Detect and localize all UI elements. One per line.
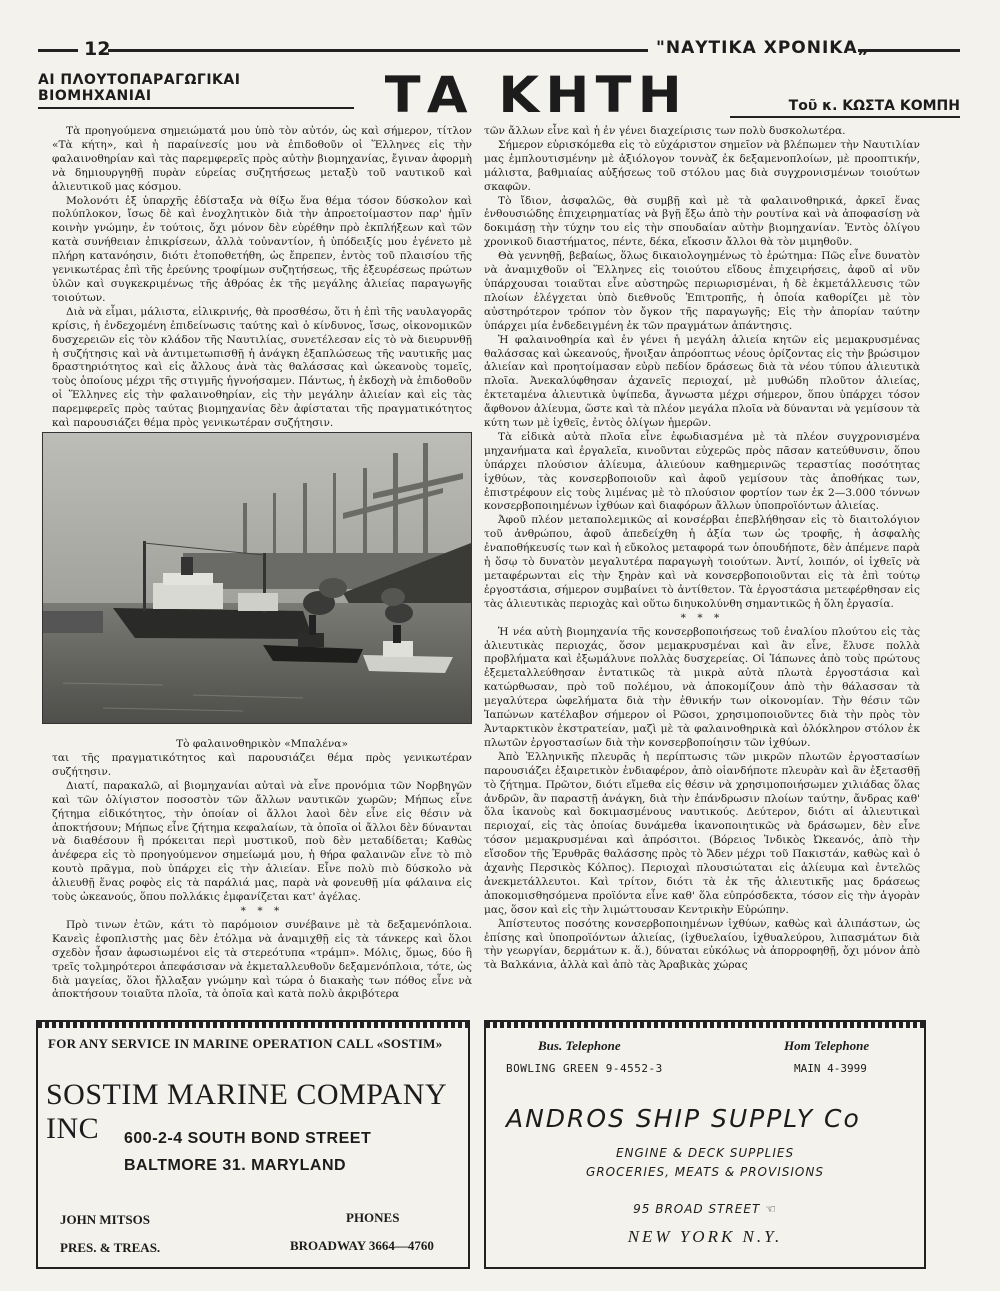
ad-company-name: SOSTIM MARINE COMPANY INC — [46, 1078, 447, 1145]
ad-product-line: GROCERIES, MEATS & PROVISIONS — [586, 1165, 824, 1179]
ad-contact-name: JOHN MITSOS — [60, 1212, 150, 1227]
bus-telephone-label: Bus. Telephone — [538, 1038, 621, 1053]
publication-title: "ΝΑΥΤΙΚΑ ΧΡΟΝΙΚΑ„ — [656, 38, 870, 58]
paragraph: Ἀπίστευτος ποσότης κονσερβοποιημένων ἰχθύων, καθὼς καὶ ἀλιπάστων, ὡς ἐπίσης καὶ ὑποπροϊόντων ἁλιείας, (ἰχθυελαίου, ἰχθυαλεύρου, λιπασμάτων διὰ τὴν γεωργίαν, δερμάτων κ. ἅ.), δύναται εὐκόλως νὰ ἀπορροφηθῇ, ὄχι μόνον ἀπὸ τὰ Βαλκάνια, ἀλλὰ καὶ ἀπὸ τὰς Ἀραβικὰς χώρας — [484, 917, 920, 972]
ad-phones-number: BROADWAY 3664—4760 — [290, 1238, 434, 1253]
home-telephone-number: MAIN 4-3999 — [794, 1062, 867, 1075]
paragraph: Τὰ εἰδικὰ αὐτὰ πλοῖα εἶνε ἐφωδιασμένα μὲ τὰ πλέον συγχρονισμένα μηχανήματα καὶ ἐργαλεῖα, κινοῦνται εὐχερῶς πρὸς πᾶσαν κατεύθυνσιν, ὅπου ὑπάρχει πλούσιον ἁλίευμα, ἁλιεύουν καθημερινῶς τεραστίας ποσότητας ἰχθύων, τὰς κονσερβοποιοῦν καὶ ἀφοῦ γεμίσουν τὰς ἀποθήκας των, ἐπιστρέφουν εἰς τοὺς λιμένας μὲ τὸ πλούσιον φορτίον των ἐκ 2—3.000 τόννων κονσερβοποιημένων ἰχθύων καὶ διαφόρων ἄλλων ὑποπροϊόντων ἁλιείας. — [484, 430, 920, 513]
sostim-advertisement — [36, 1020, 470, 1269]
ad-product-line: ENGINE & DECK SUPPLIES — [615, 1146, 795, 1160]
paragraph: Διατί, παρακαλῶ, αἱ βιομηχανίαι αὐταὶ νὰ εἶνε προνόμια τῶν Νορβηγῶν καὶ τῶν ὀλίγιστον ποσοστὸν τῶν ἄλλων ναυτικῶν χωρῶν; Μήπως εἶνε ζήτημα εἰδικότητος, τὴν ὁποίαν οἱ ἄλλοι λαοὶ δὲν εἶνε εἰς θέσιν νὰ ἀποκτήσουν; Μήπως εἶνε ζήτημα κεφαλαίων, τὰ ὁποῖα οἱ ἄλλοι δὲν δύνανται νὰ διαθέσουν ἢ πρόκειται περὶ μυστικοῦ, ποὺ δὲν μεταδίδεται; Καθὼς ἀνέφερα εἰς τὸ προηγούμενον σημείωμά μου, ἡ θήρα φαλαινῶν εἶνε τὸ πιὸ κουτὸ πρᾶγμα, ποὺ ὑπάρχει εἰς τὴν ἁλιείαν. Εἶνε πολὺ πιὸ δύσκολο νὰ ἁλιευθῇ ἕνας ροφὸς εἰς τὰ παράλιά μας, παρὰ νὰ φονευθῇ μία φάλαινα εἰς τοὺς ὠκεανούς, ὅπου πολλάκις ἐμφανίζεται κατ' ἀγέλας. — [52, 779, 472, 904]
paragraph: Μολονότι ἐξ ὑπαρχῆς ἐδίσταξα νὰ θίξω ἕνα θέμα τόσον δύσκολον καὶ πολύπλοκον, ἴσως δὲ καὶ ἐνοχλητικὸν διὰ τὴν ἀπροετοίμαστον παρ' ἡμῖν κοινὴν γνώμην, ἐν τούτοις, ὄχι μόνον δὲν εὑρέθην πρὸ ἐκπλήξεων καὶ τῶν κατὰ συνήθειαν ἐπικρίσεων, ἀλλὰ τοὐναντίον, ἡ ὑπόδειξίς μου ἐγένετο μὲ πλήρη κατανόησιν, διότι ἐτοποθετήθη, ὡς ἔπρεπεν, ἐντὸς τοῦ πλαισίου τῆς γενικωτέρας ἐπὶ τῆς ἐρεύνης τροφίμων συζητήσεως, τῆς ἐξευρέσεως πρώτων ὑλῶν καὶ συγκεκριμένως τῆς ἀθρόας ἐκ τῆς μεγάλης ἁλιείας παραγωγῆς τοιούτων. — [52, 194, 472, 304]
paragraph: Πρὸ τινων ἐτῶν, κάτι τὸ παρόμοιον συνέβαινε μὲ τὰ δεξαμενόπλοια. Κανεὶς ἐφοπλιστὴς μας δὲν ἐτόλμα νὰ ἀναμιχθῇ εἰς τὰ τάνκερς καὶ ὅλοι σχεδὸν ἦσαν ἀφωσιωμένοι εἰς τὰ στερεότυπα «τράμπ». Μόλις, ὅμως, δύο ἢ τρεῖς τολμηρότεροι ἀπεφάσισαν νὰ ἐκμεταλλευθοῦν δεξαμενόπλοια, τότε, ὡς διὰ μαγείας, ὅλοι ἤλλαξαν γνώμην καὶ τώρα ὁ διακαὴς των πόθος εἶνε νὰ ἀποκτήσουν τοιαῦτα πλοῖα, τὰ ὁποῖα καὶ κατὰ πολὺ ἀκριβότερα — [52, 918, 472, 1001]
paragraph: Θὰ γεννηθῇ, βεβαίως, ὅλως δικαιολογημένως τὸ ἐρώτημα: Πῶς εἶνε δυνατὸν νὰ ἀναμιχθοῦν οἱ Ἕλληνες εἰς τοιούτου εἴδους ἐπιχειρήσεις, ἀφοῦ αἱ νῦν ὑπάρχουσαι τοιαῦται εἶνε αὐστηρῶς περιωρισμέναι, ἡ δὲ ἐκμετάλλευσις τῶν πλοίων ἐλέγχεται ὑπὸ διεθνοῦς Ἐπιτροπῆς, ἡ ὁποία καθορίζει μὲ τὸν αὐστηρότερον τρόπον τὸν ὄγκον τῆς παραγωγῆς; Εἰς τὴν ἀπορίαν ταύτην ὑπάρχει μία ἐνδεδειγμένη ἐκ τῶν πραγμάτων ἀπάντησις. — [484, 250, 920, 332]
paragraph: Σήμερον εὑρισκόμεθα εἰς τὸ εὐχάριστον σημεῖον νὰ βλέπωμεν τὴν Ναυτιλίαν μας ἐμπλουτισμένην μὲ ἀξιόλογον τοννὰζ ἐκ δεξαμενοπλοίων, μὲ προοπτικήν, μάλιστα, βαθμιαίας αὐξήσεως τοῦ στόλου μας διὰ συγχρονισμένων τοιούτων σκαφῶν. — [484, 138, 920, 193]
page-number: 12 — [84, 38, 111, 60]
ad-company-name: ANDROS SHIP SUPPLY Co — [506, 1104, 861, 1133]
ad-border-dashes — [486, 1022, 924, 1028]
ad-street-address — [486, 1202, 924, 1216]
ad-street-text: 95 BROAD STREET — [633, 1202, 761, 1216]
section-separator: * * * — [680, 611, 724, 624]
column-right — [484, 125, 920, 1015]
article-title: ΤΑ ΚΗΤΗ — [384, 66, 688, 124]
paragraph: Ἡ φαλαινοθηρία καὶ ἐν γένει ἡ μεγάλη ἁλιεία κητῶν εἰς μεμακρυσμένας θαλάσσας καὶ ὠκεανούς, ἤνοιξαν ἀπρόοπτως νέους ὁρίζοντας εἰς τὴν βρώσιμον ἁλιείαν καὶ προητοίμασαν εὐρὺ πεδίον δράσεως διὰ τὰ νέου τύπου ἁλιευτικὰ πλοῖα. Ἀνεκαλύφθησαν ἀχανεῖς περιοχαί, μὲ μυθώδη πλοῦτον ἁλιείας, ἐκτεταμένα ἁλιευτικὰ ὑψίπεδα, ἄγνωστα μέχρι σήμερον, ὅπου ὑπάρχει τόσον ἄφθονον ἁλίευμα, ὥστε καὶ τὰ πλέον μεγάλα πλοῖα νὰ δύνανται νὰ γεμίσουν τὰ κύτη των μὲ ἰχθεῖς, ἐντὸς ὀλίγων ἡμερῶν. — [484, 333, 920, 430]
paragraph: Διὰ νὰ εἶμαι, μάλιστα, εἰλικρινής, θὰ προσθέσω, ὅτι ἡ ἐπὶ τῆς ναυλαγορᾶς κρίσις, ἡ ἐνδεχομένη ἐπιδείνωσις ταύτης καὶ ὁ κίνδυνος, ἴσως, οἰκονομικῶν δυσχερειῶν εἰς τὸν κλάδον τῆς Ναυτιλίας, συνετέλεσαν εἰς τὸ νὰ διευρυνθῇ ἡ συζήτησις καὶ νὰ ἀντιμετωπισθῇ ἡ ἀνάγκη ἐξαπλώσεως τῆς ναυτικῆς μας δραστηριότητος καὶ εἰς ἄλλους ἀνὰ τὰς θαλάσσας καὶ ὠκεανοὺς τομεῖς, τοὺς ὁποίους μέχρι τῆς στιγμῆς ἠγνοήσαμεν. Πάντως, ἡ ἐκδοχὴ νὰ ἐπιδοθοῦν οἱ Ἕλληνες εἰς τὴν φαλαινοθηρίαν, εἰς τὴν μεγάλην ἁλιείαν καὶ εἰς τὰς παρεμφερεῖς πρὸς ταύτας βιομηχανίας δὲν ἀφίσταται τῆς πραγματικότητος καὶ παρουσιάζει θέμα πρὸς γενικωτέραν συζήτησιν. — [52, 305, 472, 430]
paragraph: τῶν ἄλλων εἶνε καὶ ἡ ἐν γένει διαχείρισις των πολὺ δυσκολωτέρα. — [484, 125, 846, 137]
article-kicker: ΑΙ ΠΛΟΥΤΟΠΑΡΑΓΩΓΙΚΑΙ ΒΙΟΜΗΧΑΝΙΑΙ — [38, 72, 354, 109]
ad-contact-title: PRES. & TREAS. — [60, 1240, 161, 1255]
harbor-photo-illustration — [43, 433, 471, 723]
ad-tagline: FOR ANY SERVICE IN MARINE OPERATION CALL «SOSTIM» — [48, 1036, 443, 1051]
whaling-ship-photo — [42, 432, 472, 724]
ad-address-city: BALTMORE 31. MARYLAND — [124, 1157, 347, 1174]
ad-address-street: 600-2-4 SOUTH BOND STREET — [124, 1130, 372, 1147]
bus-telephone-number: BOWLING GREEN 9-4552-3 — [506, 1062, 663, 1075]
ad-border-dashes — [38, 1022, 468, 1028]
section-separator: * * * — [240, 904, 284, 917]
ad-phones-label: PHONES — [346, 1210, 400, 1225]
ad-city: NEW YORK N.Y. — [627, 1227, 783, 1246]
pointing-hand-icon: ☜ — [765, 1202, 777, 1216]
column-left-bottom — [52, 752, 472, 1014]
article-byline: Τοῦ κ. ΚΩΣΤΑ ΚΟΜΠΗ — [730, 98, 960, 118]
photo-caption: Τὸ φαλαινοθηρικὸν «Μπαλένα» — [176, 738, 348, 750]
paragraph: Ἀφοῦ πλέον μεταπολεμικῶς αἱ κονσέρβαι ἐπεβλήθησαν εἰς τὸ διαιτολόγιον τοῦ ἀνθρώπου, ἀφοῦ ἀπεδείχθη ἡ ἀξία των ὡς τροφῆς, ἡ ἀσφαλὴς ἐναποθήκευσίς των καὶ ἡ εὔκολος μεταφορά των ὁπουδήποτε, δὲν ἀπέμενε παρὰ ἡ ὅσῳ τὸ δυνατὸν μεγαλυτέρα παραγωγὴ τοιούτων. Ἀντί, λοιπόν, οἱ ἰχθεῖς νὰ μεταφέρωνται εἰς τὴν ξηρὰν καὶ νὰ κονσερβοποιοῦνται εἰς τὰ ἐπὶ τούτῳ ἐργοστάσια, σήμερον συμβαίνει τὸ ἀντίθετον. Τὰ ἐργοστάσια μετεφέρθησαν εἰς τὰς ἁλιευτικὰς περιοχὰς καὶ οὕτω διηυκολύνθη σημαντικῶς ἡ ὅλη ἐργασία. — [484, 514, 920, 610]
paragraph: Ἀπὸ Ἑλληνικῆς πλευρᾶς ἡ περίπτωσις τῶν μικρῶν πλωτῶν ἐργοστασίων παρουσιάζει ἐξαιρετικὸν ἐνδιαφέρον, ἀπὸ οἱανδήποτε πλευρὰν καὶ ἂν ἐξετασθῇ τὸ ζήτημα. Πρῶτον, διότι εἴμεθα εἰς θέσιν νὰ χρησιμοποιήσωμεν χιλιάδας ὅλας ἀνδρῶν, ἂν παραστῇ ἀνάγκη, διὰ τὴν ἐπάνδρωσιν πλοίων ταύτην, ἄνδρας καθ' ὅλα ἱκανοὺς καὶ δοκιμασμένους ναυτικούς. Δεύτερον, διότι αἱ ἁλιευτικαὶ περιοχαί, εἰς τὰς ὁποίας δυνάμεθα ἱκανοποιητικῶς νὰ δράσωμεν, δὲν εἶνε τόσον μεμακρυσμέναι καὶ ἀπρόσιτοι. (Βόρειος Ἰνδικὸς Ὠκεανός, ἀπὸ τὴν εἴσοδον τῆς Ἐρυθρᾶς θαλάσσης πρὸς τὸ Ἄδεν μέχρι τοῦ Πακιστάν, καθὼς καὶ ὁ ἀχανὴς Περσικὸς Κόλπος). Περιοχαὶ πλουσιώταται εἰς ἁλίευμα καὶ ἐντελῶς ἀνεκμετάλλευτοι. Καὶ τρίτον, διότι τὰ ἐκ τῆς ἁλιευτικῆς μας δράσεως ἀποκομισθησόμενα προϊόντα εἶνε καθ' ὅλα εὐπρόσδεκτα, τόσον εἰς τὴν ἀγορὰν μας, ὅσον καὶ εἰς τὴν λιμώττουσαν Κεντρικὴν Εὐρώπην. — [484, 750, 920, 916]
paragraph: Τὰ προηγούμενα σημειώματά μου ὑπὸ τὸν αὐτόν, ὡς καὶ σήμερον, τίτλον «Τὰ κήτη», καὶ ἡ παραίνεσίς μου νὰ ἐπιδοθοῦν οἱ Ἕλληνες εἰς τὴν φαλαινοθηρίαν καὶ τὰς παρεμφερεῖς πρὸς αὐτὴν βιομηχανίας, ἔγιναν ἀφορμὴ νὰ δημιουργηθῇ πυρὰν εὐρείας συζητήσεως μεταξὺ τοῦ ναυτικοῦ καὶ ἁλιευτικοῦ μας κόσμου. — [52, 125, 472, 193]
paragraph: ται τῆς πραγματικότητος καὶ παρουσιάζει θέμα πρὸς γενικωτέραν συζήτησιν. — [52, 752, 472, 778]
paragraph: Τὸ ἴδιον, ἀσφαλῶς, θὰ συμβῇ καὶ μὲ τὰ φαλαινοθηρικά, ἀρκεῖ ἕνας ἐνθουσιώδης ἐπιχειρηματίας νὰ βγῇ ἔξω ἀπὸ τὴν ρουτίνα καὶ νὰ ἀποφασίσῃ νὰ δοκιμάσῃ τὴν τύχην του εἰς τὴν σπουδαίαν αὐτὴν βιομηχανίαν. Ἐντὸς ὀλίγου χρονικοῦ διαστήματος, πέντε, δέκα, εἴκοσιν ἄλλοι θὰ τὸν μιμηθοῦν. — [484, 194, 920, 249]
andros-advertisement — [484, 1020, 926, 1269]
page-header — [38, 38, 960, 62]
paragraph: Ἡ νέα αὐτὴ βιομηχανία τῆς κονσερβοποιήσεως τοῦ ἐναλίου πλούτου εἰς τὰς ἁλιευτικὰς περιοχάς, ὅσον μεμακρυσμέναι καὶ ἂν εἶνε, ἔλυσε πολλὰ προβλήματα καὶ ἐξωμάλυνε πολλὰς δυσχερείας. Οἱ Ἰάπωνες ἀπὸ τοὺς πρώτους ἐξεμεταλλεύθησαν ἐντατικῶς τὰ μικρὰ αὐτὰ πλωτὰ ἐργοστάσια καὶ κατώρθωσαν, πρὸ τοῦ πολέμου, νὰ ἀποκομίζουν ἀπὸ τὴν θάλασσαν τὰ μεγαλύτερα ὠφελήματα διὰ τὴν ἐθνικήν των οἰκονομίαν. Τὴν θέσιν τῶν Ἰαπώνων κατέλαβον σήμερον οἱ Ρῶσοι, χρησιμοποιοῦντες διὰ τὴν πρὸς τὸν Ἀνταρκτικὸν ἐκστρατείαν, μαζὶ μὲ τὰ φαλαινοθηρικὰ καὶ ὁλόκληρον στόλον ἐκ πλωτῶν ἐργοστασίων διὰ τὴν κονσερβοποίησιν τῶν ἰχθύων. — [484, 625, 920, 749]
home-telephone-label: Hom Telephone — [784, 1038, 870, 1053]
column-left-top — [52, 125, 472, 430]
